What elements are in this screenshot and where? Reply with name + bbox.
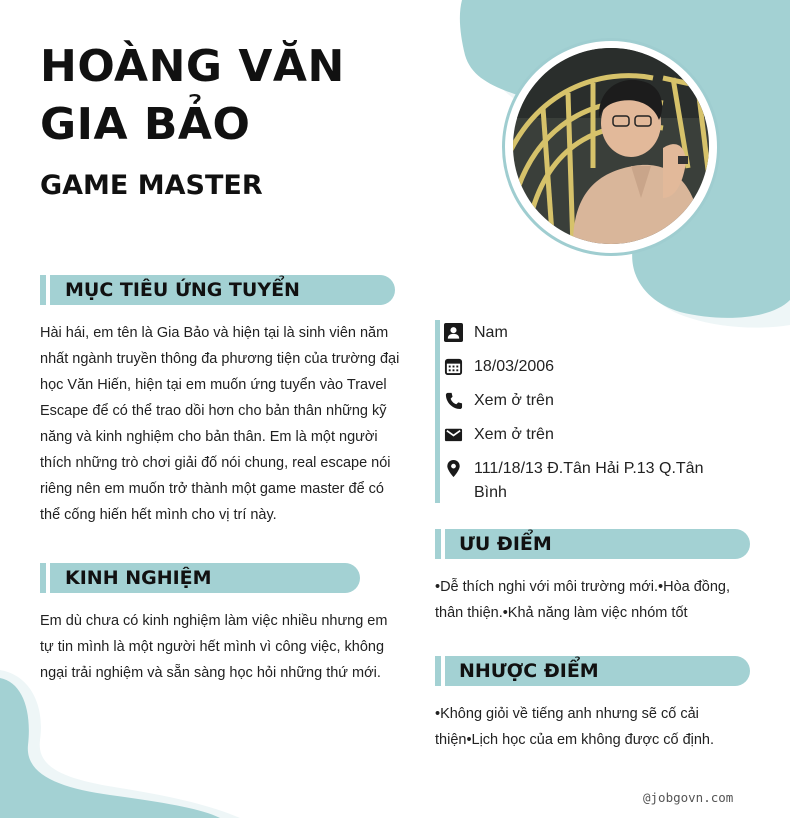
experience-text: Em dù chưa có kinh nghiệm làm việc nhiều nhưng em tự tin mình là một người hết mình vì công việc, không ngại trải nghiệm và sẵn sàng học hỏi những thứ mới.: [40, 613, 388, 681]
heading-accent-gap: [46, 275, 50, 305]
location-icon: [444, 459, 463, 478]
contact-address: [444, 457, 734, 505]
address-value: 111/18/13 Đ.Tân Hải P.13 Q.Tân Bình: [474, 460, 704, 501]
candidate-name: [40, 38, 345, 154]
name-line-1: HOÀNG VĂN: [40, 41, 345, 92]
heading-accent-gap: [441, 656, 445, 686]
strengths-heading: [435, 529, 750, 559]
objective-heading-label: MỤC TIÊU ỨNG TUYỂN: [65, 279, 300, 301]
weaknesses-heading-label: NHƯỢC ĐIỂM: [459, 660, 599, 682]
contact-email: [444, 423, 734, 447]
contact-gender: [444, 321, 734, 345]
experience-heading: [40, 563, 360, 593]
profile-photo: [513, 48, 709, 244]
strengths-text: •Dễ thích nghi với môi trường mới.•Hòa đồng, thân thiện.•Khả năng làm việc nhóm tốt: [435, 579, 731, 621]
phone-value: Xem ở trên: [474, 392, 554, 409]
weaknesses-heading: [435, 656, 750, 686]
strengths-heading-label: ƯU ĐIỂM: [459, 533, 552, 555]
name-line-2: GIA BẢO: [40, 99, 251, 150]
experience-heading-label: KINH NGHIỆM: [65, 567, 212, 589]
heading-accent-gap: [441, 529, 445, 559]
objective-text: Hài hái, em tên là Gia Bảo và hiện tại là sinh viên năm nhất ngành truyền thông đa phương tiện của trường đại học Văn Hiến, hiện tại em muốn ứng tuyển vào Travel Escape để có thể trao dồi hơn cho bản thân những kỹ năng và kinh nghiệm cho bản thân. Em là một người thích những trò chơi giải đố nói chung, real escape nói riêng nên em muốn trở thành một game master để có thể cống hiến hết mình cho vị trí này.: [40, 325, 400, 523]
watermark: @jobgovn.com: [643, 790, 734, 805]
phone-icon: [444, 391, 463, 410]
contact-birthday: [444, 355, 734, 379]
job-title: GAME MASTER: [40, 170, 263, 201]
weaknesses-text: •Không giỏi về tiếng anh nhưng sẽ cố cải thiện•Lịch học của em không được cố định.: [435, 706, 715, 748]
objective-heading: [40, 275, 395, 305]
heading-accent-gap: [46, 563, 50, 593]
email-icon: [444, 425, 463, 444]
email-value: Xem ở trên: [474, 426, 554, 443]
contact-phone: [444, 389, 734, 413]
birthday-value: 18/03/2006: [474, 358, 555, 375]
contact-accent-bar: [435, 320, 440, 503]
calendar-icon: [444, 357, 463, 376]
profile-photo-illustration: [513, 48, 709, 244]
gender-value: Nam: [474, 324, 508, 341]
user-icon: [444, 323, 463, 342]
